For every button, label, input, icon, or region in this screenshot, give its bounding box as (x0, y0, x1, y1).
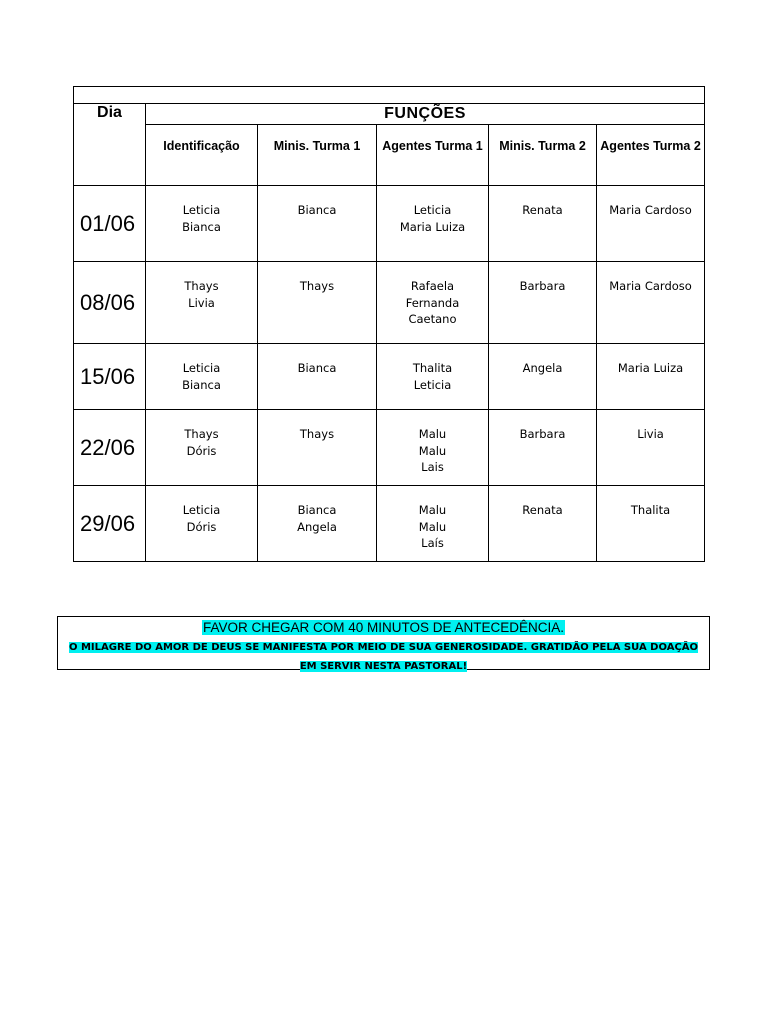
funcoes-header (146, 104, 705, 125)
assignment-cell (258, 410, 377, 486)
volunteer-name: Renata (522, 503, 563, 517)
volunteer-name: Angela (522, 361, 563, 375)
volunteer-name: Thays (299, 427, 335, 441)
volunteer-name: Maria Cardoso (609, 203, 692, 217)
volunteer-name: Maria Luiza (617, 361, 684, 375)
volunteer-name: Barbara (519, 427, 566, 441)
volunteer-name: Barbara (519, 279, 566, 293)
assignment-cell (258, 344, 377, 410)
volunteer-name: Dóris (186, 443, 217, 458)
title-row (74, 104, 705, 125)
table-row (74, 344, 705, 410)
volunteer-name: Fernanda (405, 295, 460, 310)
dia-label: Dia (97, 104, 122, 121)
assignment-cell (597, 410, 705, 486)
volunteer-name: Thays (299, 279, 335, 293)
assignment-cell (597, 344, 705, 410)
volunteer-name: Bianca (297, 361, 337, 375)
volunteer-name: Thays (184, 279, 219, 293)
schedule-body (74, 186, 705, 562)
column-header-row (74, 125, 705, 186)
volunteer-name: Laís (421, 536, 444, 550)
date-cell: 29/06 (74, 486, 146, 562)
volunteer-name: Rafaela (410, 279, 455, 293)
volunteer-name: Lais (421, 460, 444, 474)
volunteer-name: Leticia (182, 203, 221, 217)
volunteer-name: Thalita (412, 361, 453, 375)
volunteer-name: Livia (637, 427, 664, 441)
volunteer-name: Malu (418, 519, 447, 534)
col-header-agentes-turma-2: Agentes Turma 2 (597, 125, 705, 186)
volunteer-name: Malu (418, 443, 447, 458)
assignment-cell (597, 486, 705, 562)
table-row (74, 410, 705, 486)
volunteer-name: Malu (418, 427, 447, 441)
dia-header (74, 104, 146, 186)
assignment-cell (377, 486, 489, 562)
col-header-agentes-turma-1: Agentes Turma 1 (377, 125, 489, 186)
assignment-cell (489, 486, 597, 562)
volunteer-name: Bianca (182, 219, 221, 234)
volunteer-name: Malu (418, 503, 447, 517)
notice-gratitude-text: O MILAGRE DO AMOR DE DEUS SE MANIFESTA POR MEIO DE SUA GENEROSIDADE. GRATIDÃO PELA SUA DOAÇÃO EM SERVIR NESTA PASTORAL! (68, 642, 699, 672)
assignment-cell (258, 186, 377, 262)
table-row (74, 186, 705, 262)
volunteer-name: Thays (184, 427, 219, 441)
volunteer-name: Bianca (182, 377, 221, 392)
col-header-minis-turma-2: Minis. Turma 2 (489, 125, 597, 186)
notice-arrival-text: FAVOR CHEGAR COM 40 MINUTOS DE ANTECEDÊNCIA. (202, 620, 565, 635)
funcoes-label: FUNÇÕES (384, 105, 466, 122)
assignment-cell (146, 410, 258, 486)
assignment-cell (258, 486, 377, 562)
schedule-table (73, 86, 705, 562)
volunteer-name: Maria Luiza (399, 219, 466, 234)
col-header-minis-turma-1: Minis. Turma 1 (258, 125, 377, 186)
col-header-identificacao: Identificação (146, 125, 258, 186)
table-top-strip (74, 87, 705, 104)
assignment-cell (489, 262, 597, 344)
date-cell: 15/06 (74, 344, 146, 410)
volunteer-name: Leticia (413, 377, 452, 392)
volunteer-name: Bianca (297, 503, 337, 517)
volunteer-name: Angela (297, 519, 337, 534)
volunteer-name: Leticia (182, 503, 221, 517)
assignment-cell (377, 344, 489, 410)
volunteer-name: Livia (188, 295, 215, 310)
volunteer-name: Leticia (413, 203, 452, 217)
assignment-cell (597, 262, 705, 344)
assignment-cell (489, 410, 597, 486)
volunteer-name: Dóris (186, 519, 217, 534)
assignment-cell (377, 186, 489, 262)
assignment-cell (377, 262, 489, 344)
table-row (74, 262, 705, 344)
assignment-cell (597, 186, 705, 262)
date-cell: 01/06 (74, 186, 146, 262)
date-cell: 08/06 (74, 262, 146, 344)
volunteer-name: Caetano (408, 312, 457, 326)
table-row (74, 486, 705, 562)
assignment-cell (146, 344, 258, 410)
volunteer-name: Thalita (630, 503, 671, 517)
assignment-cell (146, 262, 258, 344)
assignment-cell (146, 186, 258, 262)
volunteer-name: Renata (522, 203, 563, 217)
assignment-cell (146, 486, 258, 562)
date-cell: 22/06 (74, 410, 146, 486)
volunteer-name: Maria Cardoso (609, 279, 692, 293)
assignment-cell (489, 344, 597, 410)
volunteer-name: Bianca (297, 203, 337, 217)
assignment-cell (377, 410, 489, 486)
notice-box (57, 616, 710, 670)
assignment-cell (489, 186, 597, 262)
assignment-cell (258, 262, 377, 344)
top-strip-cell (74, 87, 705, 104)
volunteer-name: Leticia (182, 361, 221, 375)
